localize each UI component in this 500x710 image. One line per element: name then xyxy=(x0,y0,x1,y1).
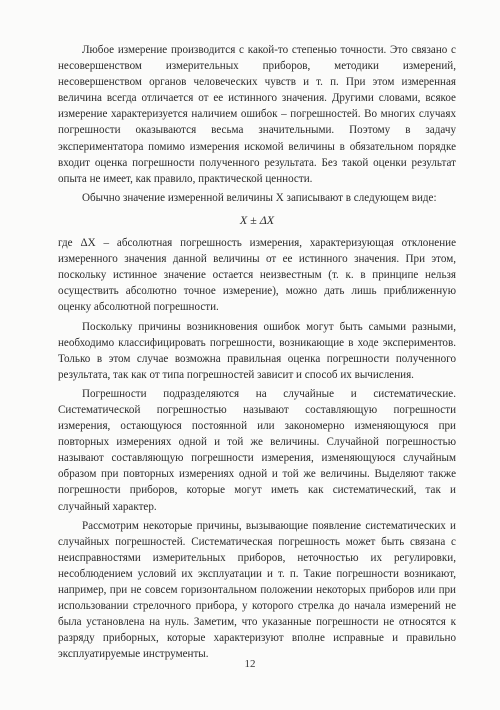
paragraph-6: Рассмотрим некоторые причины, вызывающие появление систематических и случайных погрешностей. Систематическая погрешность может быть связана с неисправностями измерительных приборов, неточностью их регулировки, несоблюдением условий их эксплуатации и т. п. Такие погрешности возникают, например, при не совсем горизонтальном положении некоторых приборов или при использовании стрелочного прибора, у которого стрелка до начала измерений не была установлена на нуль. Заметим, что указанные погрешности не относятся к разряду приборных, которые характеризуют вполне исправные и правильно эксплуатируемые инструменты. xyxy=(58,519,456,661)
paragraph-2: Обычно значение измеренной величины X записывают в следующем виде: xyxy=(82,191,437,204)
paragraph-3: где ΔX – абсолютная погрешность измерения, характеризующая отклонение измеренного значения данной величины от ее истинного значения. При этом, поскольку истинное значение остается неизвестным (т. к. в принципе нельзя осуществить абсолютно точное измерение), можно дать лишь приближенную оценку абсолютной погрешности. xyxy=(58,237,456,314)
paragraph-5: Погрешности подразделяются на случайные и систематические. Систематической погрешностью называют составляющую погрешности измерения, остающуюся постоянной или закономерно изменяющуюся при повторных измерениях одной и той же величины. Случайной погрешностью называют составляющую погрешности измерения, изменяющуюся случайным образом при повторных измерениях одной и той же величины. Выделяют также погрешности приборов, которые могут иметь как систематический, так и случайный характер. xyxy=(58,387,456,513)
body-text xyxy=(58,42,456,662)
paragraph-1: Любое измерение производится с какой-то степенью точности. Это связано с несовершенством измерительных приборов, методики измерений, несовершенством органов человеческих чувств и т. п. При этом измеренная величина всегда отличается от ее истинного значения. Другими словами, всякое измерение характеризуется наличием ошибок – погрешностей. Во многих случаях погрешности оказываются весьма значительными. Поэтому в задачу экспериментатора помимо измерения искомой величины в обязательном порядке входит оценка погрешности полученного результата. Без такой оценки результат опыта не имеет, как правило, практической ценности. xyxy=(58,44,456,185)
paragraph-4: Поскольку причины возникновения ошибок могут быть самыми разными, необходимо классифицировать погрешности, возникающие в ходе экспериментов. Только в этом случае возможна правильная оценка погрешности полученного результата, так как от типа погрешностей зависит и способ их вычисления. xyxy=(58,320,456,381)
formula: X ± ΔX xyxy=(239,212,275,227)
page-number: 12 xyxy=(244,658,256,670)
